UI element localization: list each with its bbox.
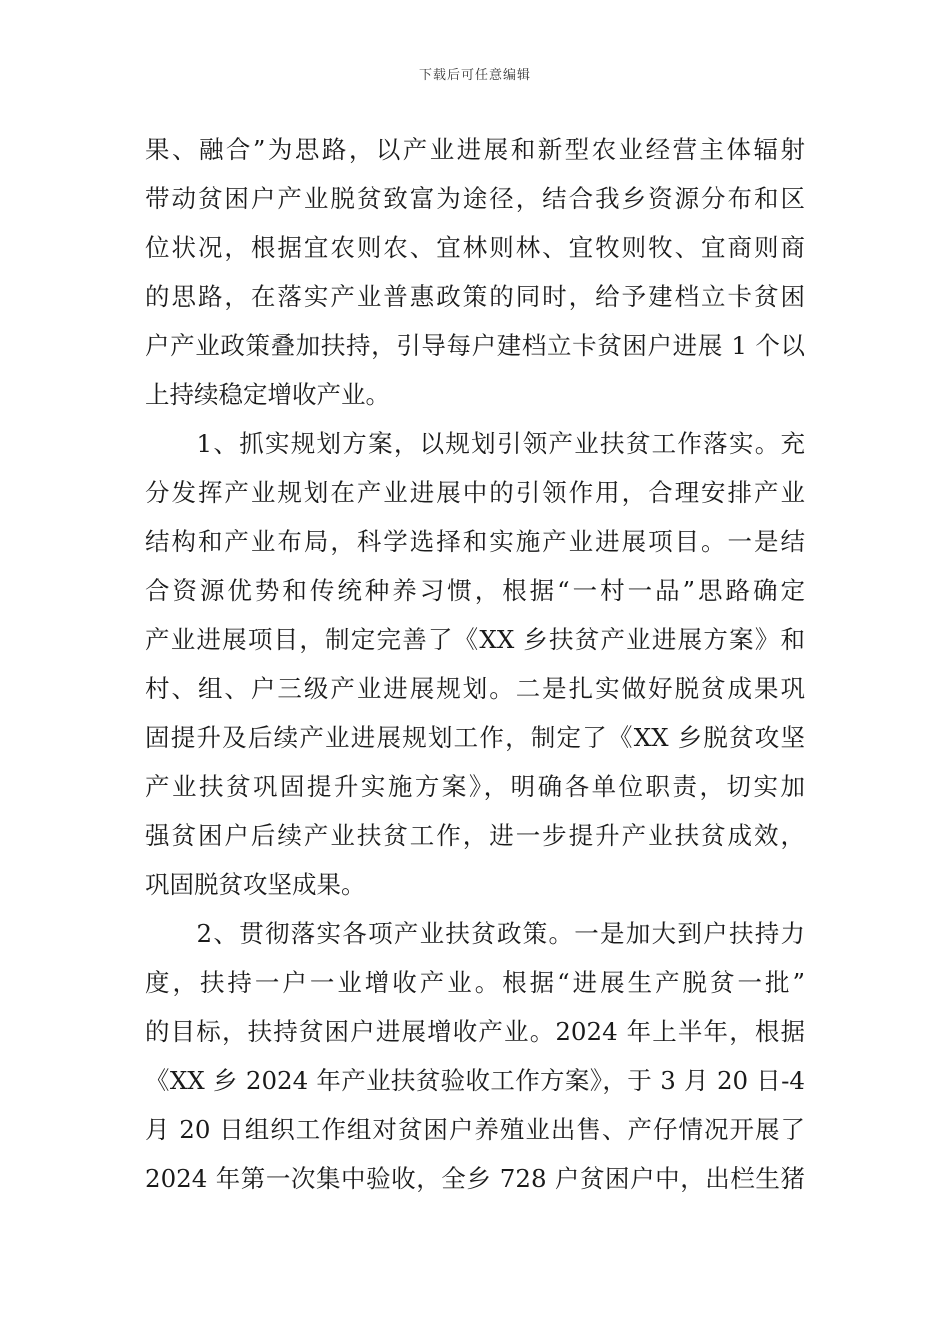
- text-line: 合资源优势和传统种养习惯，根据“一村一品”思路确定: [145, 576, 805, 605]
- paragraph-intro: [145, 125, 805, 419]
- paragraph-planning: [145, 419, 805, 909]
- text-line: 位状况，根据宜农则农、宜林则林、宜牧则牧、宜商则商: [145, 233, 805, 262]
- document-body: [145, 125, 805, 1203]
- text-line: 2024 年第一次集中验收，全乡 728 户贫困户中，出栏生猪: [145, 1164, 805, 1193]
- text-line: 固提升及后续产业进展规划工作，制定了《XX 乡脱贫攻坚: [145, 723, 805, 752]
- text-line: 强贫困户后续产业扶贫工作，进一步提升产业扶贫成效，: [145, 821, 805, 850]
- paragraph-policy: [145, 909, 805, 1203]
- text-line: 上持续稳定增收产业。: [145, 380, 390, 409]
- text-line: 分发挥产业规划在产业进展中的引领作用，合理安排产业: [145, 478, 805, 507]
- text-line: 1、抓实规划方案，以规划引领产业扶贫工作落实。充: [145, 429, 805, 458]
- page-header: 下载后可任意编辑: [418, 68, 531, 83]
- text-line: 的目标，扶持贫困户进展增收产业。2024 年上半年，根据: [145, 1017, 805, 1046]
- text-line: 度，扶持一户一业增收产业。根据“进展生产脱贫一批”: [145, 968, 805, 997]
- text-line: 户产业政策叠加扶持，引导每户建档立卡贫困户进展 1 个以: [145, 331, 805, 360]
- text-line: 果、融合”为思路，以产业进展和新型农业经营主体辐射: [145, 135, 805, 164]
- text-line: 村、组、户三级产业进展规划。二是扎实做好脱贫成果巩: [145, 674, 805, 703]
- text-line: 的思路，在落实产业普惠政策的同时，给予建档立卡贫困: [145, 282, 805, 311]
- text-line: 《XX 乡 2024 年产业扶贫验收工作方案》，于 3 月 20 日-4: [145, 1066, 805, 1095]
- text-line: 产业扶贫巩固提升实施方案》，明确各单位职责，切实加: [145, 772, 805, 801]
- text-line: 2、贯彻落实各项产业扶贫政策。一是加大到户扶持力: [145, 919, 805, 948]
- text-line: 月 20 日组织工作组对贫困户养殖业出售、产仔情况开展了: [145, 1115, 805, 1144]
- text-line: 巩固脱贫攻坚成果。: [145, 870, 366, 899]
- text-line: 结构和产业布局，科学选择和实施产业进展项目。一是结: [145, 527, 805, 556]
- text-line: 产业进展项目，制定完善了《XX 乡扶贫产业进展方案》和: [145, 625, 805, 654]
- text-line: 带动贫困户产业脱贫致富为途径，结合我乡资源分布和区: [145, 184, 805, 213]
